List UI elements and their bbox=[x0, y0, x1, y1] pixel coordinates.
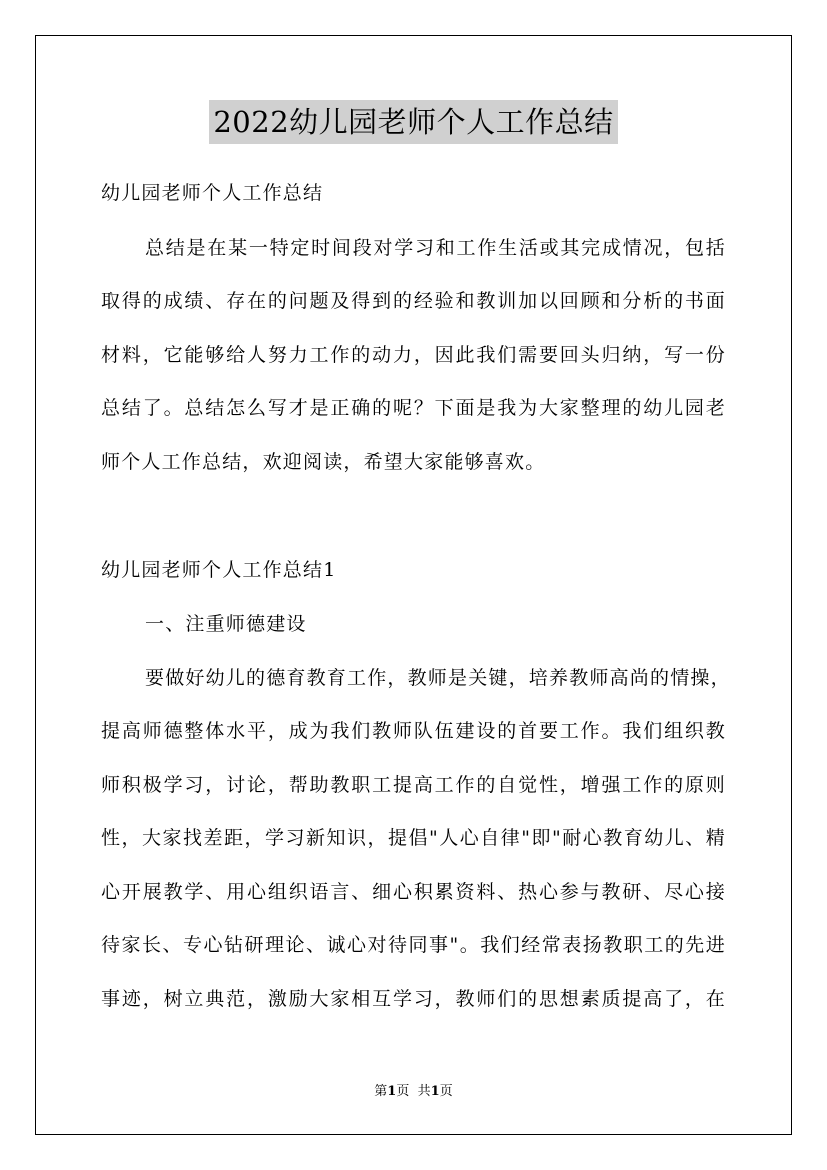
body-line bbox=[101, 973, 726, 1027]
body-line-text: 提高师德整体水平，成为我们教师队伍建设的首要工作。我们组织教 bbox=[101, 720, 726, 742]
body-line bbox=[101, 382, 726, 436]
body-line-text: 师个人工作总结，欢迎阅读，希望大家能够喜欢。 bbox=[101, 451, 546, 473]
footer-page-number: 1 bbox=[387, 1084, 397, 1099]
body-line bbox=[101, 812, 726, 866]
body-line bbox=[101, 436, 726, 490]
footer-page-prefix: 第 bbox=[374, 1084, 388, 1099]
body-line bbox=[101, 919, 726, 973]
body-line-text: 材料，它能够给人努力工作的动力，因此我们需要回头归纳，写一份 bbox=[101, 344, 726, 366]
footer-total-suffix: 页 bbox=[439, 1084, 453, 1099]
footer-total-prefix: 共 bbox=[417, 1084, 431, 1099]
footer-total-number: 1 bbox=[430, 1084, 440, 1099]
body-line bbox=[101, 544, 726, 598]
body-line bbox=[101, 329, 726, 383]
body-line bbox=[101, 598, 726, 652]
title-container bbox=[0, 100, 827, 144]
body-line-text: 一、注重师德建设 bbox=[145, 613, 307, 635]
body-line-text: 心开展教学、用心组织语言、细心积累资料、热心参与教研、尽心接 bbox=[101, 881, 726, 903]
body-line-text: 幼儿园老师个人工作总结 bbox=[101, 182, 324, 204]
body-line bbox=[101, 652, 731, 706]
body-line bbox=[101, 759, 726, 813]
body-line-text: 总结是在某一特定时间段对学习和工作生活或其完成情况，包括 bbox=[145, 237, 726, 259]
body-line-text: 取得的成绩、存在的问题及得到的经验和教训加以回顾和分析的书面 bbox=[101, 290, 726, 312]
body-line bbox=[101, 167, 726, 221]
body-line-text: 师积极学习，讨论，帮助教职工提高工作的自觉性，增强工作的原则 bbox=[101, 774, 726, 796]
document-title: 2022幼儿园老师个人工作总结 bbox=[209, 100, 617, 144]
page-footer bbox=[0, 1083, 827, 1101]
body-line bbox=[101, 275, 726, 329]
footer-page-suffix: 页 bbox=[396, 1084, 410, 1099]
body-line-text: 事迹，树立典范，激励大家相互学习，教师们的思想素质提高了，在 bbox=[101, 988, 726, 1010]
body-line bbox=[101, 222, 726, 276]
body-line bbox=[101, 705, 726, 759]
body-line-text: 待家长、专心钻研理论、诚心对待同事"。我们经常表扬教职工的先进 bbox=[101, 934, 726, 956]
body-line-text: 性，大家找差距，学习新知识，提倡"人心自律"即"耐心教育幼儿、精 bbox=[101, 827, 726, 849]
body-line bbox=[101, 866, 726, 920]
body-line-text: 总结了。总结怎么写才是正确的呢？下面是我为大家整理的幼儿园老 bbox=[101, 397, 726, 419]
body-line-text: 幼儿园老师个人工作总结1 bbox=[101, 559, 337, 581]
body-line-text: 要做好幼儿的德育教育工作，教师是关键，培养教师高尚的情操， bbox=[145, 667, 731, 689]
